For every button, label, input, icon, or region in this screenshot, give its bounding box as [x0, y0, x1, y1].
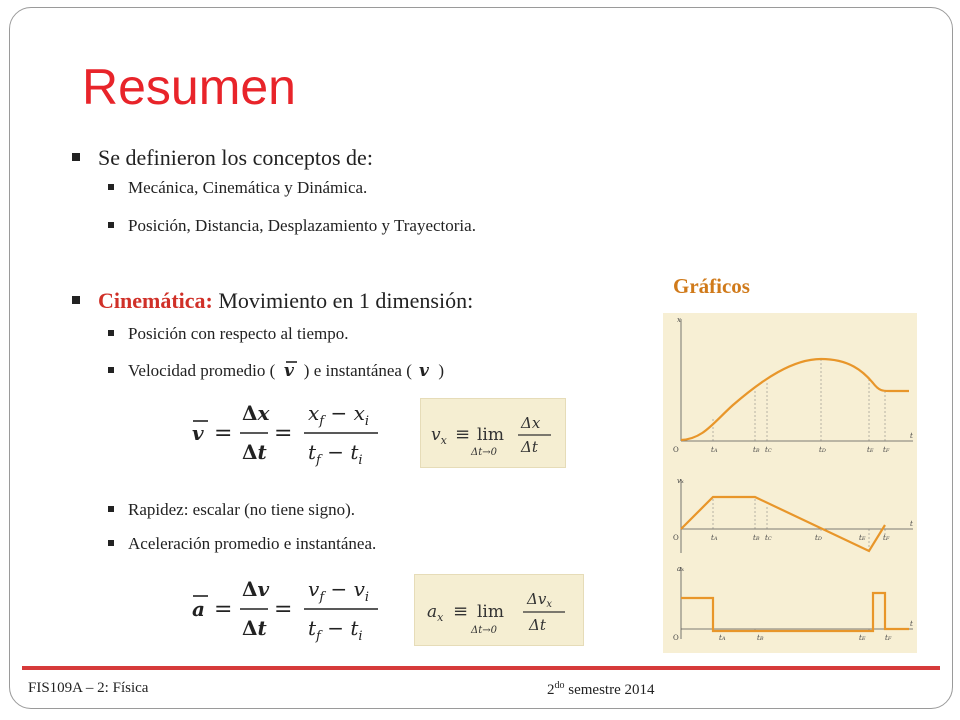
- svg-text:Δx: Δx: [242, 401, 270, 425]
- svg-text:Δvx: $\Delta v_x$: [527, 590, 552, 610]
- semester-number: 2: [547, 682, 555, 698]
- svg-text:xf − xi: $x_f - x_i$: [308, 401, 370, 429]
- bullet-square-icon: [108, 367, 114, 373]
- bullet-square-icon: [72, 296, 80, 304]
- svg-text:t: t: [910, 520, 913, 528]
- acceleration-equation: [190, 574, 390, 646]
- svg-text:vx: vx: [677, 477, 684, 485]
- svg-text:Δt: Δt: [242, 616, 267, 640]
- graphs-background: [663, 313, 917, 653]
- svg-text:Δt→0: Δt→0: [471, 625, 497, 636]
- bullet-velocity: [108, 359, 444, 381]
- bullet-square-icon: [72, 153, 80, 161]
- svg-text:tC: tC: [765, 446, 772, 454]
- bullet-text: Aceleración promedio e instantánea.: [128, 534, 377, 553]
- svg-text:tA: tA: [711, 446, 718, 454]
- svg-text:tA: tA: [711, 534, 718, 542]
- bullet-concept-2: [108, 216, 476, 236]
- svg-text:tF: tF: [883, 534, 890, 542]
- svg-text:lim: lim: [477, 602, 504, 622]
- bullet-text: Rapidez: escalar (no tiene signo).: [128, 500, 356, 519]
- semester-text: semestre 2014: [564, 682, 655, 698]
- svg-text:ax: $a_x$: [427, 602, 444, 624]
- graphs-title: Gráficos: [673, 274, 750, 298]
- svg-text:tE: tE: [859, 634, 866, 642]
- svg-text:≡: ≡: [453, 601, 469, 622]
- svg-text:lim: lim: [477, 425, 504, 445]
- velocity-equation: [190, 396, 390, 468]
- bullet-text: Posición con respecto al tiempo.: [128, 324, 349, 343]
- svg-text:tF: tF: [885, 634, 892, 642]
- svg-text:tA: tA: [719, 634, 726, 642]
- velocity-prefix: Velocidad promedio (: [128, 361, 276, 380]
- bullet-position-time: [108, 324, 348, 344]
- svg-text:vf − vi: $v_f - v_i$: [308, 577, 370, 605]
- svg-text:tf − ti: $t_f - t_i$: [308, 440, 363, 468]
- svg-text:Δt: Δt: [521, 438, 538, 456]
- v-symbol: [416, 359, 434, 379]
- bullet-square-icon: [108, 540, 114, 546]
- svg-text:x: x: [677, 316, 681, 324]
- svg-text:tD: tD: [819, 446, 826, 454]
- bullet-concept-1: [108, 178, 367, 198]
- kinematics-graphs: [663, 313, 917, 653]
- velocity-limit-equation: [421, 399, 565, 467]
- acceleration-limit-box: [414, 574, 584, 646]
- svg-text:Δv: Δv: [242, 577, 270, 601]
- svg-text:ax: ax: [677, 565, 685, 573]
- bullet-square-icon: [108, 506, 114, 512]
- svg-text:≡: ≡: [455, 424, 471, 445]
- svg-text:tB: tB: [753, 446, 760, 454]
- semester-ordinal: do: [554, 680, 565, 691]
- footer-course: FIS109A – 2: Física: [28, 680, 149, 696]
- kinematics-text: Movimiento en 1 dimensión:: [212, 288, 474, 313]
- v-bar-symbol: [280, 359, 300, 379]
- svg-text:tB: tB: [753, 534, 760, 542]
- footer-semester: [547, 680, 654, 699]
- svg-text:v: v: [192, 421, 204, 445]
- svg-text:=: =: [214, 597, 233, 622]
- velocity-suffix: ): [438, 361, 445, 380]
- svg-text:t: t: [910, 432, 913, 440]
- svg-text:=: =: [274, 597, 293, 622]
- svg-text:vx: $v_x$: [431, 425, 447, 447]
- bullet-text: Posición, Distancia, Desplazamiento y Trayectoria.: [128, 216, 476, 235]
- svg-text:tF: tF: [883, 446, 890, 454]
- footer-divider: [22, 666, 940, 670]
- svg-text:Δt: Δt: [242, 440, 267, 464]
- bullet-square-icon: [108, 184, 114, 190]
- svg-text:tf − ti: $t_f - t_i$: [308, 616, 363, 644]
- svg-text:tE: tE: [859, 534, 866, 542]
- svg-text:Δt→0: Δt→0: [471, 447, 497, 458]
- velocity-middle: ) e instantánea (: [303, 361, 412, 380]
- svg-text:Δx: Δx: [521, 414, 541, 432]
- acceleration-limit-equation: [415, 575, 583, 645]
- svg-text:O: O: [673, 446, 679, 454]
- svg-text:v: v: [283, 361, 294, 379]
- slide-title: Resumen: [82, 59, 296, 115]
- bullet-speed: [108, 500, 355, 520]
- bullet-concepts: [72, 145, 373, 171]
- svg-text:tC: tC: [765, 534, 772, 542]
- svg-text:a: a: [192, 597, 205, 621]
- bullet-text: Mecánica, Cinemática y Dinámica.: [128, 178, 368, 197]
- svg-text:t: t: [910, 620, 913, 628]
- svg-text:O: O: [673, 634, 679, 642]
- svg-text:tE: tE: [867, 446, 874, 454]
- bullet-square-icon: [108, 222, 114, 228]
- svg-text:Δt: Δt: [529, 616, 546, 634]
- svg-text:v: v: [419, 361, 430, 379]
- bullet-text: Se definieron los conceptos de:: [98, 145, 373, 170]
- bullet-acceleration: [108, 534, 376, 554]
- kinematics-label: Cinemática:: [98, 288, 213, 313]
- svg-text:tD: tD: [815, 534, 822, 542]
- velocity-limit-box: [420, 398, 566, 468]
- svg-text:=: =: [214, 421, 233, 446]
- svg-text:O: O: [673, 534, 679, 542]
- svg-text:tB: tB: [757, 634, 764, 642]
- bullet-square-icon: [108, 330, 114, 336]
- bullet-kinematics: [72, 288, 473, 314]
- svg-text:=: =: [274, 421, 293, 446]
